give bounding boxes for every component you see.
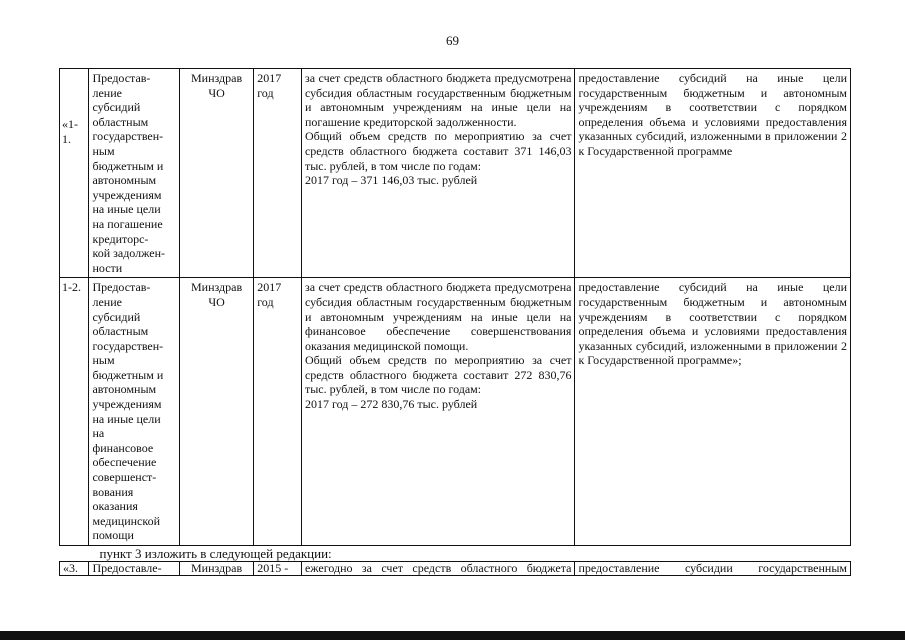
scan-bottom-edge bbox=[0, 631, 905, 640]
year-cell: 2017 год bbox=[254, 69, 302, 278]
executor-cell: Минздрав bbox=[179, 562, 253, 576]
row-number-cell bbox=[60, 69, 89, 278]
funding-description: за счет средств областного бюджета предусмотрена субсидия областным государственным бюджетным и автономным учреждениям на иные цели на погашение кредиторской задолженности. bbox=[304, 71, 572, 129]
funding-by-year: 2017 год – 272 830,76 тыс. рублей bbox=[304, 397, 478, 412]
funding-total: Общий объем средств по мероприятию за счет средств областного бюджета составит 272 830,76 тыс. рублей, в том числе по годам: bbox=[304, 353, 572, 397]
row-number-cell: «3. bbox=[60, 562, 89, 576]
funding-cell bbox=[301, 69, 574, 278]
table-row bbox=[60, 278, 851, 546]
instruction-row bbox=[60, 546, 851, 562]
measures-table bbox=[59, 68, 851, 576]
expected-result-cell: предоставление субсидии государственным bbox=[575, 562, 851, 576]
funding-description: за счет средств областного бюджета предусмотрена субсидия областным государственным бюджетным и автономным учреждениям на иные цели на финансовое обеспечение совершенствования оказания медицинской помощи. bbox=[304, 280, 572, 353]
funding-by-year: 2017 год – 371 146,03 тыс. рублей bbox=[304, 173, 478, 188]
measure-name-cell bbox=[89, 69, 179, 278]
executor-cell: Минздрав ЧО bbox=[179, 69, 253, 278]
instruction-text: пункт 3 изложить в следующей редакции: bbox=[60, 546, 851, 562]
measure-name: Предостав- ление субсидий областным государствен- ным бюджетным и автономным учреждениям на иные цели на погашение кредиторс- кой задолжен- ности bbox=[92, 71, 166, 275]
expected-result-cell: предоставление субсидий на иные цели государственным бюджетным и автономным учреждениям в соответствии с порядком определения объема и условиями предоставления указанных субсидий, изложенными в приложении 2 к Государственной программе»; bbox=[575, 278, 851, 546]
funding-cell: ежегодно за счет средств областного бюджета bbox=[301, 562, 574, 576]
expected-result-cell: предоставление субсидий на иные цели государственным бюджетным и автономным учреждениям в соответствии с порядком определения объема и условиями предоставления указанных субсидий, изложенными в приложении 2 к Государственной программе bbox=[575, 69, 851, 278]
table-row bbox=[60, 562, 851, 576]
funding-total: Общий объем средств по мероприятию за счет средств областного бюджета составит 371 146,03 тыс. рублей, в том числе по годам: bbox=[304, 129, 572, 173]
page-number: 69 bbox=[446, 33, 459, 48]
measure-name-cell: Предоставле- bbox=[89, 562, 179, 576]
year-cell: 2015 - bbox=[254, 562, 302, 576]
year-cell: 2017 год bbox=[254, 278, 302, 546]
row-number-cell: 1-2. bbox=[60, 278, 89, 546]
row-number: «1-1. bbox=[62, 117, 78, 146]
measure-name: Предостав- ление субсидий областным государствен- ным бюджетным и автономным учреждениям на иные цели на финансовое обеспечение совершенст- вования оказания медицинской помощи bbox=[92, 280, 164, 543]
measure-name-cell bbox=[89, 278, 179, 546]
executor-cell: Минздрав ЧО bbox=[179, 278, 253, 546]
table-row bbox=[60, 69, 851, 278]
funding-cell bbox=[301, 278, 574, 546]
